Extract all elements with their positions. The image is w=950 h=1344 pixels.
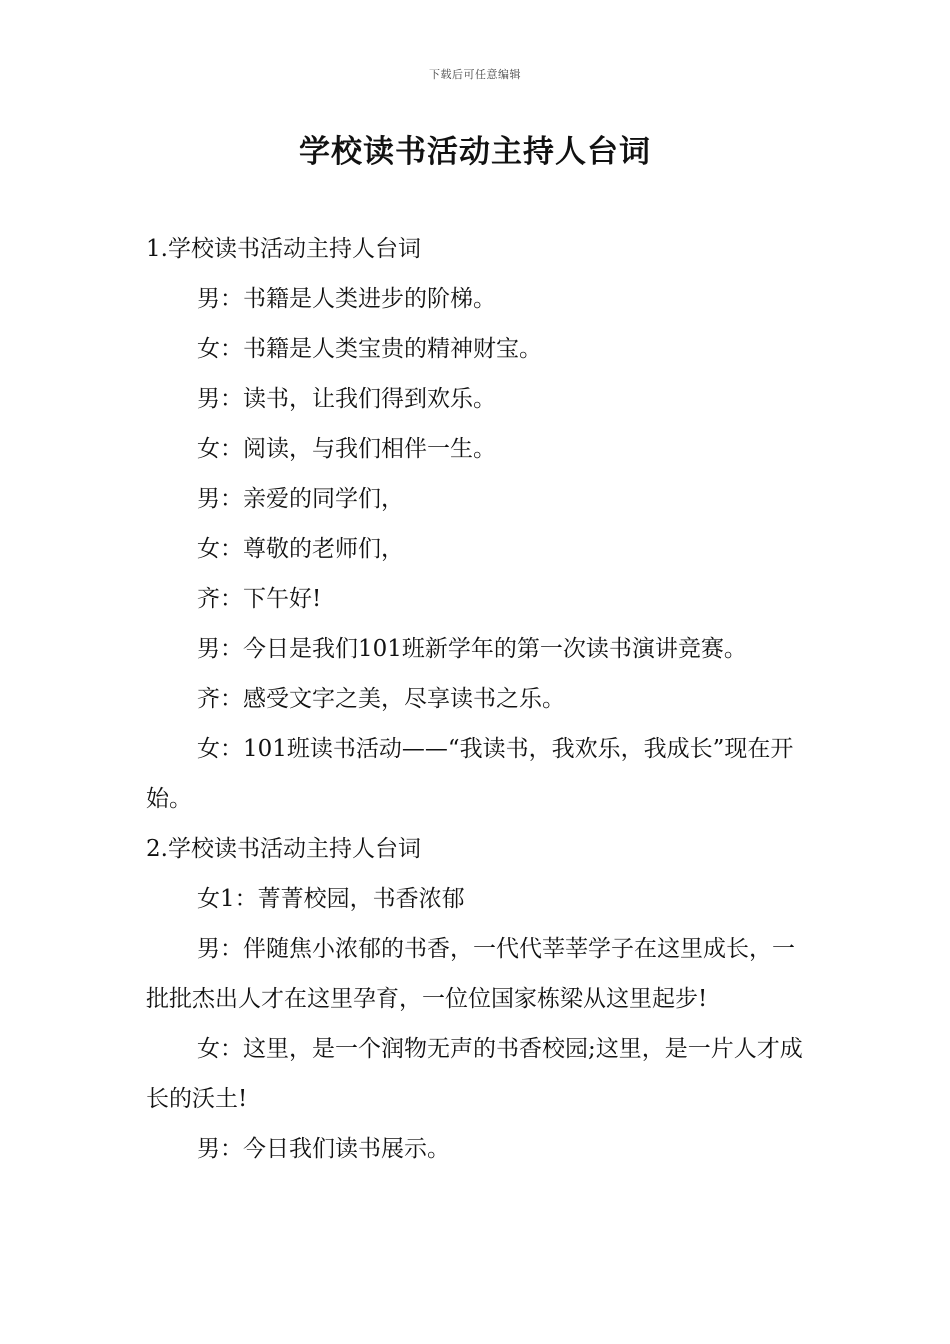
dialogue-line: 男：今日是我们101班新学年的第一次读书演讲竞赛。 (197, 636, 747, 662)
dialogue-line: 齐：下午好! (197, 586, 322, 612)
section-heading-1: 1.学校读书活动主持人台词 (146, 236, 421, 262)
dialogue-line: 女：阅读，与我们相伴一生。 (197, 436, 496, 462)
section-heading-2: 2.学校读书活动主持人台词 (146, 836, 421, 862)
dialogue-line: 男：伴随焦小浓郁的书香，一代代莘莘学子在这里成长，一批批杰出人才在这里孕育，一位位国家栋梁从这里起步! (146, 936, 795, 1012)
dialogue-line: 齐：感受文字之美，尽享读书之乐。 (197, 686, 565, 712)
dialogue-line: 女：尊敬的老师们， (197, 536, 404, 562)
dialogue-line: 女1：菁菁校园，书香浓郁 (197, 886, 465, 912)
dialogue-line: 女：101班读书活动——“我读书，我欢乐，我成长”现在开始。 (146, 736, 794, 812)
document-title: 学校读书活动主持人台词 (299, 134, 651, 170)
dialogue-line: 女：这里，是一个润物无声的书香校园;这里，是一片人才成长的沃土! (146, 1036, 803, 1112)
header-note: 下载后可任意编辑 (429, 68, 521, 81)
dialogue-line: 男：读书，让我们得到欢乐。 (197, 386, 496, 412)
dialogue-line: 男：书籍是人类进步的阶梯。 (197, 286, 496, 312)
dialogue-line: 男：亲爱的同学们， (197, 486, 404, 512)
document-body (146, 224, 810, 1174)
dialogue-line: 男：今日我们读书展示。 (197, 1136, 450, 1162)
dialogue-line: 女：书籍是人类宝贵的精神财宝。 (197, 336, 542, 362)
